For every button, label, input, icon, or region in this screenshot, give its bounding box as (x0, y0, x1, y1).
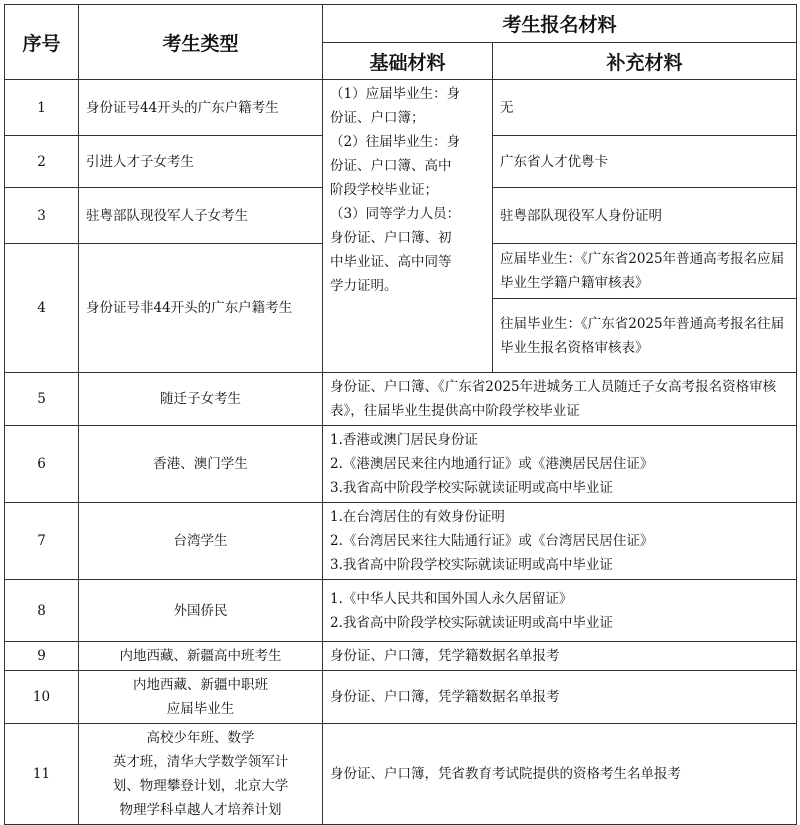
header-basic: 基础材料 (323, 43, 493, 80)
material-line: 1.在台湾居住的有效身份证明 (330, 509, 505, 525)
material-line: 1.香港或澳门居民身份证 (330, 432, 478, 448)
type-line: 内地西藏、新疆中职班 (133, 677, 268, 693)
basic-line: （2）往届毕业生：身 (330, 134, 461, 150)
type-line: 划、物理攀登计划，北京大学 (112, 778, 289, 794)
row-index: 11 (5, 724, 79, 825)
row-index: 1 (5, 80, 79, 136)
basic-line: 中毕业证、高中同等 (330, 254, 452, 270)
table-row (5, 373, 797, 426)
row-type: 引进人才子女考生 (79, 136, 323, 188)
row-index: 6 (5, 426, 79, 503)
row-supplement: 驻粤部队现役军人身份证明 (493, 188, 797, 244)
material-line: 2.《台湾居民来往大陆通行证》或《台湾居民居住证》 (330, 533, 654, 549)
basic-line: （3）同等学力人员： (330, 206, 461, 222)
row-index: 4 (5, 244, 79, 373)
basic-line: 份证、户口簿； (330, 110, 425, 126)
row-type: 内地西藏、新疆高中班考生 (79, 642, 323, 671)
table-row (5, 671, 797, 724)
row-type: 随迁子女考生 (79, 373, 323, 426)
basic-line: 阶段学校毕业证； (330, 182, 438, 198)
table-row (5, 580, 797, 642)
row-supplement: 无 (493, 80, 797, 136)
row-supplement-current: 应届毕业生：《广东省2025年普通高考报名应届毕业生学籍户籍审核表》 (493, 244, 797, 299)
row-index: 3 (5, 188, 79, 244)
header-index: 序号 (5, 5, 79, 80)
row-type: 身份证号非44开头的广东户籍考生 (79, 244, 323, 373)
row-index: 7 (5, 503, 79, 580)
table-row (5, 724, 797, 825)
basic-line: 学力证明。 (330, 278, 398, 294)
header-type: 考生类型 (79, 5, 323, 80)
material-line: 2.我省高中阶段学校实际就读证明或高中毕业证 (330, 614, 613, 631)
material-line: 2.《港澳居民来往内地通行证》或《港澳居民居住证》 (330, 456, 654, 472)
row-index: 5 (5, 373, 79, 426)
row-index: 8 (5, 580, 79, 642)
basic-line: （1）应届毕业生：身 (330, 86, 461, 102)
header-supplement: 补充材料 (493, 43, 797, 80)
basic-materials-cell (323, 80, 493, 373)
row-material (323, 580, 797, 642)
type-line: 物理学科卓越人才培养计划 (119, 802, 282, 818)
table-row (5, 503, 797, 580)
type-line: 高校少年班、数学 (146, 730, 255, 746)
type-line: 英才班，清华大学数学领军计 (112, 754, 289, 770)
basic-line: 份证、户口簿、高中 (330, 158, 452, 174)
row-type: 外国侨民 (79, 580, 323, 642)
table-row (5, 80, 797, 136)
row-type: 身份证号44开头的广东户籍考生 (79, 80, 323, 136)
row-material: 身份证、户口簿，凭学籍数据名单报考 (323, 642, 797, 671)
row-index: 10 (5, 671, 79, 724)
row-material (323, 503, 797, 580)
row-type: 驻粤部队现役军人子女考生 (79, 188, 323, 244)
table-row (5, 426, 797, 503)
row-index: 9 (5, 642, 79, 671)
row-type (79, 671, 323, 724)
row-material: 身份证、户口簿，凭省教育考试院提供的资格考生名单报考 (323, 724, 797, 825)
basic-line: 身份证、户口簿、初 (330, 230, 452, 246)
row-material: 身份证、户口簿、《广东省2025年进城务工人员随迁子女高考报名资格审核表》，往届毕业生提供高中阶段学校毕业证 (323, 373, 797, 426)
header-materials: 考生报名材料 (323, 5, 797, 43)
row-supplement: 广东省人才优粤卡 (493, 136, 797, 188)
row-type: 台湾学生 (79, 503, 323, 580)
row-supplement-past: 往届毕业生：《广东省2025年普通高考报名往届毕业生报名资格审核表》 (493, 299, 797, 373)
table-row (5, 642, 797, 671)
header-row-1 (5, 5, 797, 43)
material-line: 1.《中华人民共和国外国人永久居留证》 (330, 590, 573, 607)
row-type: 香港、澳门学生 (79, 426, 323, 503)
row-material: 身份证、户口簿，凭学籍数据名单报考 (323, 671, 797, 724)
registration-materials-table (4, 4, 797, 825)
row-index: 2 (5, 136, 79, 188)
material-line: 3.我省高中阶段学校实际就读证明或高中毕业证 (330, 480, 613, 496)
row-type (79, 724, 323, 825)
material-line: 3.我省高中阶段学校实际就读证明或高中毕业证 (330, 557, 613, 573)
type-line: 应届毕业生 (166, 701, 235, 717)
row-material (323, 426, 797, 503)
